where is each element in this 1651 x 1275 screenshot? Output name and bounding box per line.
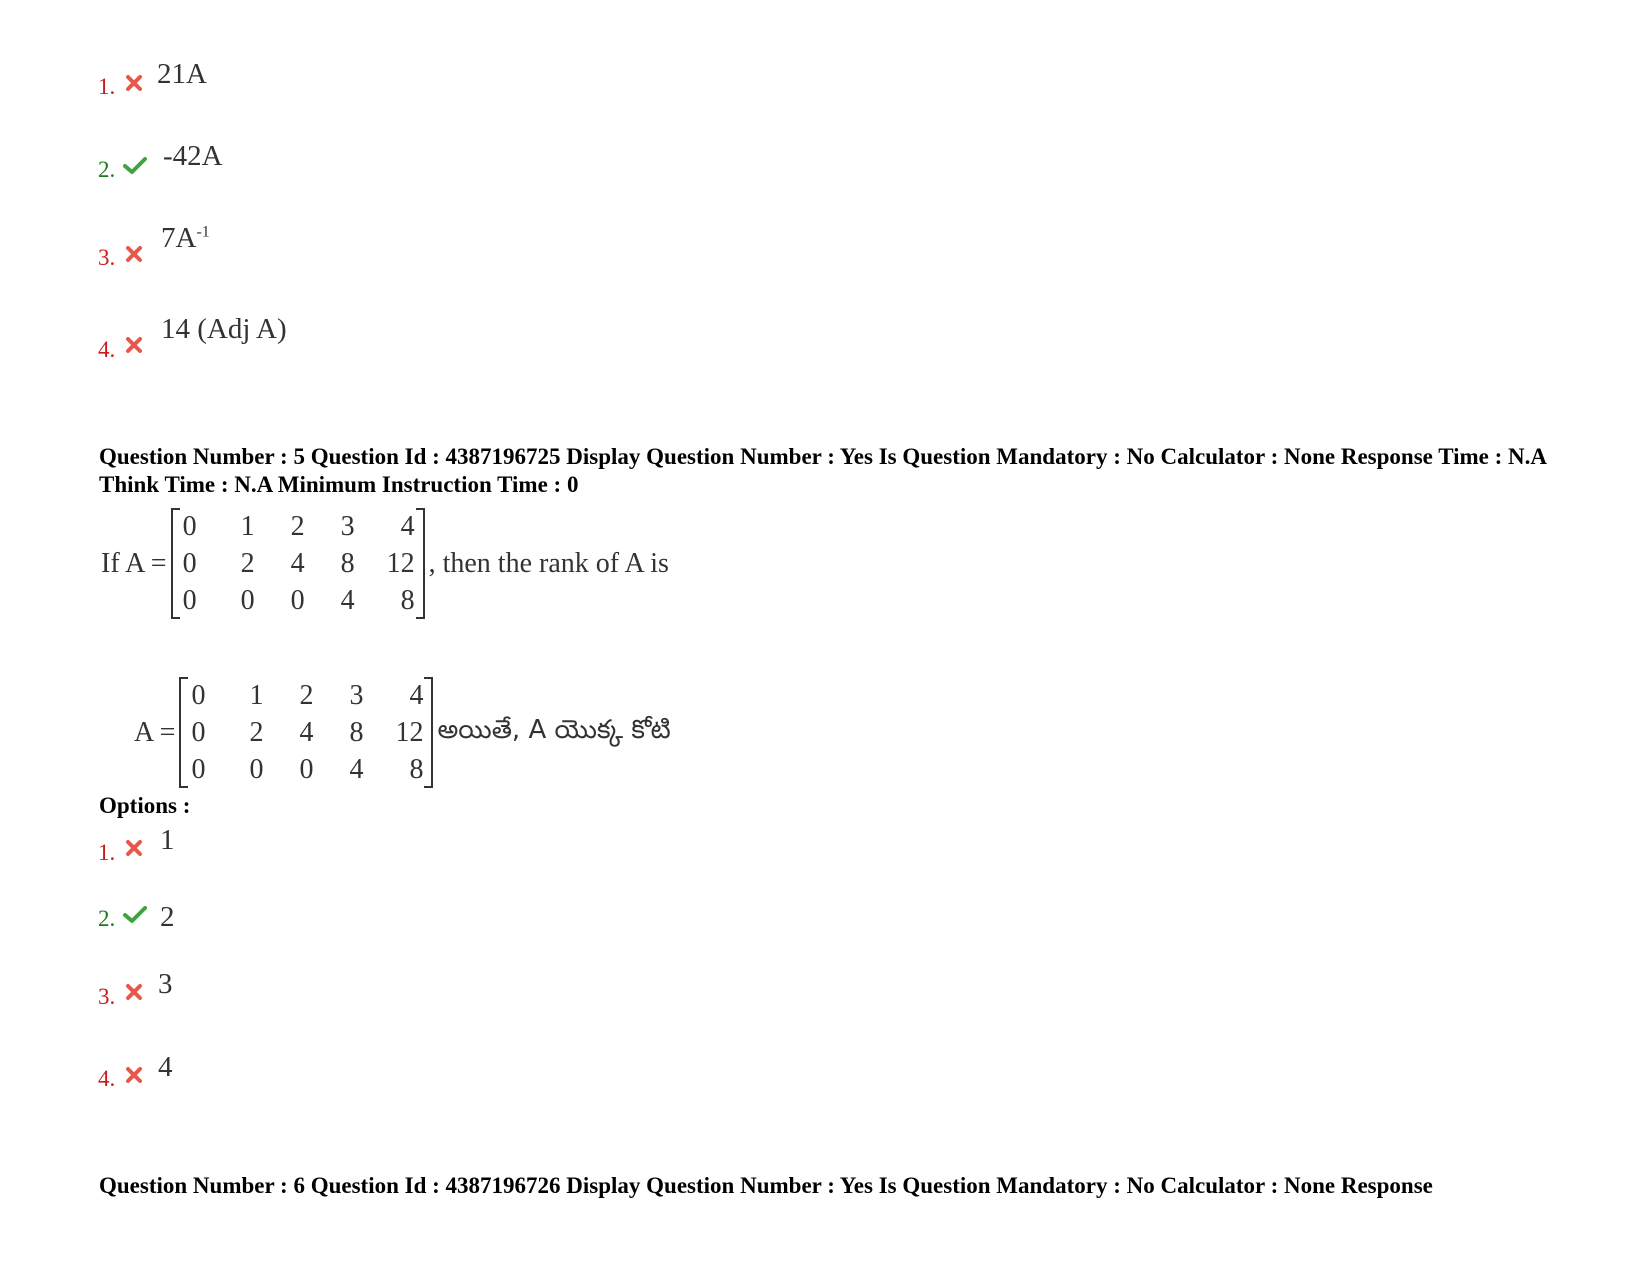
check-icon bbox=[123, 157, 147, 175]
matrix-cell: 1 bbox=[249, 679, 264, 711]
matrix-cell: 8 bbox=[349, 716, 364, 748]
matrix-cell: 4 bbox=[290, 547, 305, 579]
matrix-cell: 0 bbox=[182, 547, 197, 579]
option-text: 1 bbox=[160, 824, 175, 856]
matrix-bracket-right bbox=[416, 508, 425, 619]
matrix-cell: 0 bbox=[182, 584, 197, 616]
question-header: Question Number : 6 Question Id : 4387196726 Display Question Number : Yes Is Question Mandatory : No Calculator : None Response bbox=[99, 1173, 1433, 1198]
matrix-cell: 4 bbox=[349, 753, 364, 785]
check-icon bbox=[123, 906, 147, 924]
matrix-table bbox=[181, 508, 415, 619]
option-text: $7A^{-1}$ bbox=[161, 222, 210, 254]
matrix-bracket-right bbox=[424, 677, 433, 788]
cross-icon bbox=[125, 983, 143, 1001]
matrix-cell: 4 bbox=[400, 510, 415, 542]
option-number: 4. bbox=[98, 1066, 116, 1091]
matrix bbox=[179, 677, 433, 788]
matrix-cell: 8 bbox=[409, 753, 424, 785]
option-number: 1. bbox=[98, 840, 116, 865]
matrix-cell: 2 bbox=[240, 547, 255, 579]
matrix-cell: 0 bbox=[191, 716, 206, 748]
matrix-cell: 0 bbox=[240, 584, 255, 616]
matrix-cell: 4 bbox=[409, 679, 424, 711]
matrix-table bbox=[189, 677, 423, 788]
matrix bbox=[171, 508, 425, 619]
matrix-cell: 0 bbox=[191, 679, 206, 711]
matrix-cell: 1 bbox=[240, 510, 255, 542]
cross-icon bbox=[125, 1066, 143, 1084]
cross-icon bbox=[125, 839, 143, 857]
matrix-cell: 2 bbox=[299, 679, 314, 711]
matrix-bracket-left bbox=[171, 508, 180, 619]
question-prefix: A = bbox=[134, 716, 176, 748]
options-label: Options : bbox=[99, 793, 191, 818]
matrix-cell: 4 bbox=[340, 584, 355, 616]
option-text: 21A bbox=[157, 58, 207, 90]
cross-icon bbox=[125, 336, 143, 354]
question-text-telugu bbox=[134, 677, 671, 788]
option-text: -42A bbox=[163, 140, 223, 172]
matrix-cell: 3 bbox=[340, 510, 355, 542]
question-prefix: If A = bbox=[101, 547, 167, 579]
option-number: 1. bbox=[98, 74, 116, 99]
question-text-english bbox=[101, 508, 669, 619]
matrix-cell: 12 bbox=[395, 716, 424, 748]
matrix-cell: 0 bbox=[182, 510, 197, 542]
matrix-cell: 0 bbox=[249, 753, 264, 785]
cross-icon bbox=[125, 74, 143, 92]
option-number: 2. bbox=[98, 157, 116, 182]
option-number: 4. bbox=[98, 337, 116, 362]
matrix-cell: 8 bbox=[340, 547, 355, 579]
matrix-cell: 4 bbox=[299, 716, 314, 748]
option-text: 4 bbox=[158, 1051, 173, 1083]
matrix-cell: 2 bbox=[290, 510, 305, 542]
matrix-bracket-left bbox=[179, 677, 188, 788]
option-number: 3. bbox=[98, 984, 116, 1009]
matrix-cell: 0 bbox=[299, 753, 314, 785]
question-suffix: , then the rank of A is bbox=[428, 547, 669, 579]
question-header: Question Number : 5 Question Id : 4387196725 Display Question Number : Yes Is Question Mandatory : No Calculator : None Response Time : N.A Think Time : N.A Minimum Instruction Time : 0 bbox=[99, 444, 1546, 497]
matrix-cell: 3 bbox=[349, 679, 364, 711]
option-text: 14 (Adj A) bbox=[161, 313, 287, 345]
option-number: 2. bbox=[98, 906, 116, 931]
question-suffix: అయితే, A యొక్క కోటి bbox=[437, 714, 671, 745]
cross-icon bbox=[125, 245, 143, 263]
option-text: 2 bbox=[160, 901, 175, 933]
matrix-cell: 8 bbox=[400, 584, 415, 616]
matrix-cell: 0 bbox=[290, 584, 305, 616]
matrix-cell: 0 bbox=[191, 753, 206, 785]
matrix-cell: 2 bbox=[249, 716, 264, 748]
option-number: 3. bbox=[98, 245, 116, 270]
matrix-cell: 12 bbox=[386, 547, 415, 579]
option-text: 3 bbox=[158, 968, 173, 1000]
